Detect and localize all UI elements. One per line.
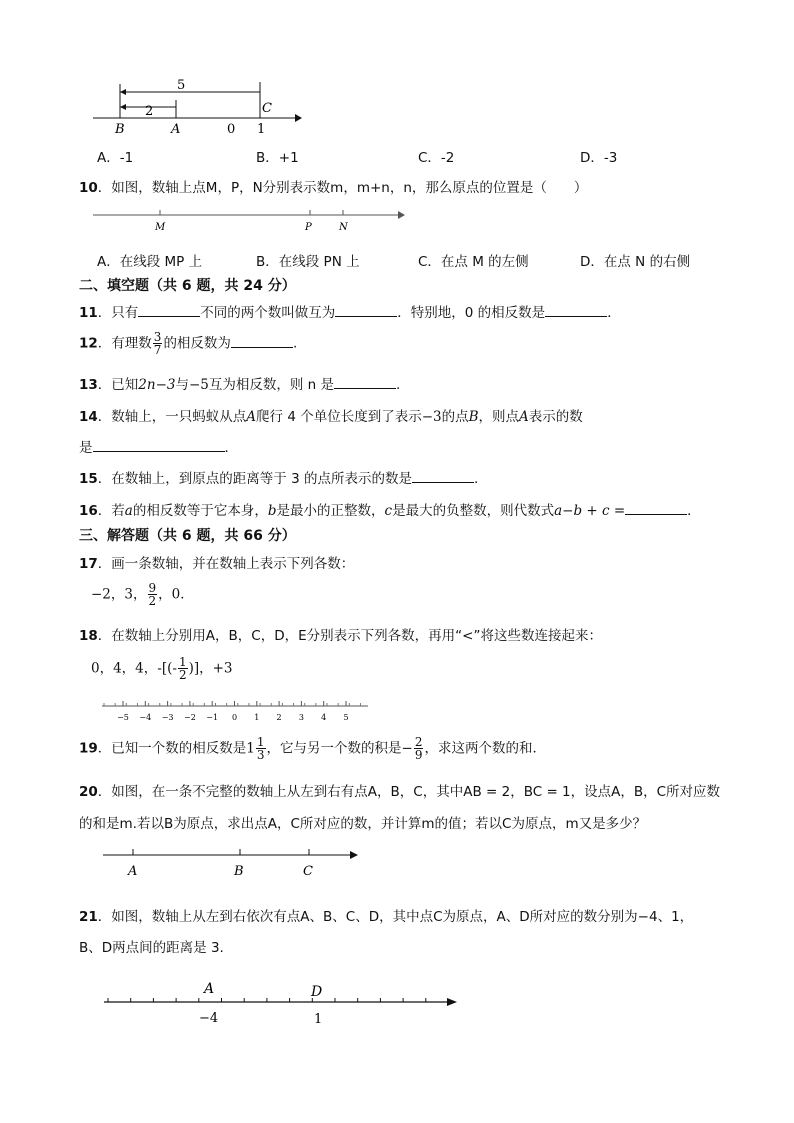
fig20-label-a: A	[128, 864, 138, 879]
q10-option-b[interactable]: B．在线段 PN 上	[256, 254, 360, 270]
q10-option-d[interactable]: D．在点 N 的右侧	[580, 254, 691, 270]
q14-text-3: 的点	[441, 409, 469, 425]
q9-option-d[interactable]: D．-3	[580, 150, 618, 166]
q11-text-2: 不同的两个数叫做互为	[200, 305, 336, 321]
q14-text-6: 是	[79, 440, 93, 456]
fig18-tick-label: 0	[231, 713, 238, 722]
q19-text-2: ，它与另一个数的积是	[266, 740, 402, 757]
q20-number-line-figure	[100, 843, 362, 883]
q16-expr: a−b + c =	[554, 503, 626, 519]
fig21-value-a: −4	[199, 1011, 219, 1026]
q15-number: 15	[79, 471, 98, 487]
q10-option-c[interactable]: C．在点 M 的左侧	[418, 254, 529, 270]
q14-point-a: A	[246, 409, 257, 425]
question-13	[79, 373, 400, 393]
q16-text-4: 是最大的负整数，则代数式	[392, 503, 555, 519]
q21-text-1: ．如图，数轴上从左到右依次有点A、B、C、D，其中点C为原点，A、D所对应的数分别为−4、1，	[97, 909, 694, 925]
q18-numbers-1: 0，4，4，-[(-	[91, 660, 177, 677]
section-3-heading: 三、解答题（共 6 题，共 66 分）	[79, 528, 296, 544]
q14-number: 14	[79, 409, 98, 425]
fig18-tick-label: −4	[139, 713, 152, 722]
q18-numbers-2: )]，+3	[188, 660, 233, 677]
fig9-label-one: 1	[257, 122, 266, 137]
q18-fraction-numerator: 1	[178, 655, 187, 669]
q17-fraction-denominator: 2	[148, 594, 157, 608]
q20-text-1: ．如图，在一条不完整的数轴上从左到右有点A，B，C，其中AB = 2，BC = 1，设点A，B，C所对应数	[97, 784, 721, 800]
fig9-label-a: A	[171, 122, 181, 137]
q19-fraction-1-numerator: 1	[256, 735, 265, 749]
q11-blank-3[interactable]	[545, 302, 607, 317]
q13-expr-1: 2n−3	[138, 377, 176, 393]
q18-fraction-denominator: 2	[178, 668, 187, 682]
q10-text: ．如图，数轴上点M，P，N分别表示数m，m+n，n，那么原点的位置是（ ）	[97, 180, 588, 196]
q12-blank[interactable]	[231, 333, 293, 348]
q14-blank[interactable]	[93, 437, 225, 452]
fig20-label-b: B	[234, 864, 244, 879]
fig9-label-zero: 0	[227, 122, 236, 137]
q12-fraction	[153, 331, 163, 356]
q17-numbers-1: −2，3，	[91, 586, 147, 603]
q14-text-5: 表示的数	[528, 409, 583, 425]
q9-option-a[interactable]: A．-1	[97, 150, 134, 166]
q13-text-3: 互为相反数，则 n 是	[208, 377, 335, 393]
fig9-label-b: B	[115, 122, 125, 137]
q19-text-1: ．已知一个数的相反数是	[97, 740, 247, 757]
q16-number: 16	[79, 503, 98, 519]
q21-number: 21	[79, 909, 98, 925]
q17-numbers-2: ，0．	[158, 586, 194, 603]
fig18-tick-label: 5	[343, 713, 349, 722]
question-14-line-2	[79, 436, 238, 456]
q11-text-3: ．特别地，0 的相反数是	[397, 305, 546, 321]
q19-mixed-whole: 1	[246, 740, 255, 757]
q16-var-a: a	[124, 503, 133, 519]
fig21-label-a: A	[204, 981, 215, 997]
q12-fraction-numerator: 3	[153, 330, 162, 344]
fig21-value-d: 1	[314, 1012, 323, 1027]
fig18-tick-label: 1	[254, 713, 260, 722]
fig18-tick-label: 3	[298, 713, 304, 722]
fig18-tick-label: −3	[161, 713, 174, 722]
q14-text-7: ．	[224, 440, 238, 456]
q16-text-1: ．若	[97, 503, 125, 519]
question-18	[79, 624, 602, 644]
q11-number: 11	[79, 305, 98, 321]
q13-expr-2: −5	[188, 377, 209, 393]
question-16	[79, 499, 701, 519]
fig21-label-d: D	[311, 984, 323, 1000]
question-12	[79, 331, 297, 356]
q19-negative-sign: −	[401, 740, 413, 757]
q10-number: 10	[79, 180, 98, 196]
q9-option-c[interactable]: C．-2	[418, 150, 455, 166]
fig20-label-c: C	[303, 864, 313, 879]
q19-fraction-2-denominator: 9	[414, 748, 423, 762]
q18-numbers	[91, 656, 233, 681]
fig10-label-m: M	[155, 222, 166, 233]
q13-blank[interactable]	[334, 374, 396, 389]
q9-option-b[interactable]: B．+1	[256, 150, 299, 166]
q14-text-1: ．数轴上，一只蚂蚁从点	[97, 409, 247, 425]
fig18-tick-label: 4	[321, 713, 327, 722]
q11-blank-2[interactable]	[335, 302, 397, 317]
q16-text-3: 是最小的正整数，	[276, 503, 385, 519]
fig9-len-big: 5	[177, 78, 186, 93]
q13-text-1: ．已知	[97, 377, 139, 393]
q16-text-2: 的相反数等于它本身，	[132, 503, 268, 519]
q16-blank[interactable]	[625, 500, 687, 515]
q20-number: 20	[79, 784, 98, 800]
q19-fraction-2-numerator: 2	[414, 735, 423, 749]
q15-blank[interactable]	[412, 468, 474, 483]
q17-numbers	[91, 582, 194, 607]
q19-fraction-2	[414, 736, 424, 761]
question-15	[79, 467, 478, 487]
q12-text-2: 的相反数为	[163, 335, 231, 352]
q13-number: 13	[79, 377, 98, 393]
q19-text-3: ，求这两个数的和．	[424, 740, 546, 757]
question-20-line-2: 的和是m.若以B为原点，求出点A，C所对应的数，并计算m的值；若以C为原点，m又是多少？	[79, 816, 647, 832]
q11-text-4: ．	[607, 305, 621, 321]
question-21-line-1	[79, 905, 693, 925]
q13-text-4: .	[396, 377, 401, 393]
q19-fraction-1-denominator: 3	[256, 748, 265, 762]
q12-text-1: ．有理数	[97, 335, 152, 352]
question-21-line-2: B、D两点间的距离是 3.	[79, 940, 224, 956]
q19-fraction-1	[256, 736, 266, 761]
q16-var-c: c	[384, 503, 393, 519]
question-11	[79, 301, 621, 321]
question-17	[79, 552, 354, 572]
q16-text-5: ．	[687, 503, 701, 519]
q10-number-line-figure	[90, 204, 410, 234]
fig9-label-c: C	[262, 101, 272, 116]
q21-number-line-figure	[100, 975, 462, 1030]
question-14-line-1	[79, 405, 583, 425]
q15-text-2: .	[473, 471, 479, 487]
q17-text: ．画一条数轴，并在数轴上表示下列各数：	[97, 556, 355, 572]
q14-point-a-2: A	[519, 409, 529, 425]
q17-number: 17	[79, 556, 98, 572]
q10-option-a[interactable]: A．在线段 MP 上	[97, 254, 203, 270]
fig18-tick-label: −1	[206, 713, 219, 722]
q18-number: 18	[79, 628, 98, 644]
q13-text-2: 与	[175, 377, 189, 393]
q17-fraction-numerator: 9	[148, 581, 157, 595]
q19-number: 19	[79, 740, 98, 757]
q14-text-4: ，则点	[478, 409, 520, 425]
q9-number-line-figure	[90, 72, 305, 138]
q18-fraction	[178, 656, 188, 681]
fig18-tick-label: 2	[276, 713, 282, 722]
q11-text-1: ．只有	[97, 305, 139, 321]
question-20-line-1	[79, 780, 720, 800]
q12-text-3: .	[292, 335, 298, 352]
q14-value: −3	[421, 409, 442, 425]
q16-var-b: b	[267, 503, 277, 519]
q18-text: ．在数轴上分别用A，B，C，D，E分别表示下列各数，再用“<”将这些数连接起来：	[97, 628, 602, 644]
q17-fraction	[148, 582, 158, 607]
q12-number: 12	[79, 335, 98, 352]
fig9-len-small: 2	[145, 104, 154, 119]
q18-number-line-figure	[100, 697, 370, 725]
q15-text-1: ．在数轴上，到原点的距离等于 3 的点所表示的数是	[97, 471, 412, 487]
section-2-heading: 二、填空题（共 6 题，共 24 分）	[79, 278, 296, 294]
fig18-tick-label: −2	[184, 713, 196, 722]
q14-text-2: 爬行 4 个单位长度到了表示	[256, 409, 422, 425]
fig18-tick-label: −5	[117, 713, 129, 722]
q12-fraction-denominator: 7	[153, 343, 162, 357]
fig10-label-n: N	[339, 222, 348, 233]
q11-blank-1[interactable]	[138, 302, 200, 317]
q14-point-b: B	[468, 409, 479, 425]
question-10	[79, 176, 587, 196]
fig10-label-p: P	[305, 222, 312, 233]
question-19	[79, 736, 546, 761]
